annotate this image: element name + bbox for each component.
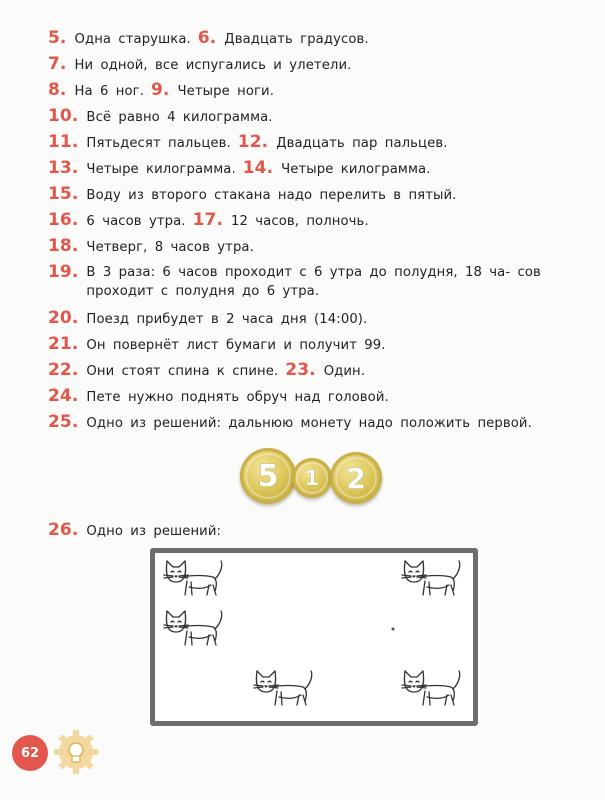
- answer-text: 12 часов, полночь.: [231, 214, 369, 229]
- coin-five: [240, 448, 296, 504]
- coin-value: 5: [245, 453, 291, 499]
- answer-text: Четыре ноги.: [177, 84, 274, 99]
- answer-line-16-17: [48, 210, 593, 236]
- answer-text: Двадцать пар пальцев.: [276, 136, 448, 151]
- answer-text: Пятьдесят пальцев.: [86, 136, 231, 151]
- answer-number: 9.: [150, 80, 170, 100]
- cat-icon: [161, 605, 231, 649]
- answer-line-22-23: [48, 360, 593, 386]
- answer-number: 5.: [48, 28, 67, 48]
- answer-text: Четыре килограмма.: [281, 162, 431, 177]
- answer-number: 26.: [48, 520, 79, 540]
- answers-list: [48, 28, 593, 438]
- answer-number: 15.: [48, 184, 79, 204]
- answer-line-20: [48, 308, 593, 334]
- answer-line-19: [48, 262, 593, 308]
- answer-text: В 3 раза: 6 часов проходит с 6 утра до полудня, 18 ча- сов проходит с полудня до 6 утра.: [86, 265, 541, 299]
- answer-text: Они стоят спина к спине.: [86, 364, 279, 379]
- answer-text: На 6 ног.: [74, 84, 144, 99]
- answer-number: 14.: [242, 158, 274, 178]
- answer-number: 7.: [48, 54, 67, 74]
- answer-number: 19.: [48, 262, 79, 282]
- answer-line-18: [48, 236, 593, 262]
- cat-icon: [399, 555, 469, 599]
- answer-line-8-9: [48, 80, 593, 106]
- answer-line-5-6: [48, 28, 593, 54]
- cat-icon: [251, 665, 321, 709]
- answer-text: Воду из второго стакана надо перелить в пятый.: [86, 188, 457, 203]
- answer-text: 6 часов утра.: [86, 214, 186, 229]
- answer-line-13-14: [48, 158, 593, 184]
- answer-number: 23.: [285, 360, 316, 380]
- answer-number: 21.: [48, 334, 79, 354]
- answer-text: Одно из решений:: [86, 524, 222, 539]
- answer-text: Одна старушка.: [74, 32, 191, 47]
- coin-one: [292, 458, 332, 498]
- coin-value: 1: [296, 462, 328, 494]
- cat-icon: [399, 665, 469, 709]
- answer-line-26: [48, 520, 221, 546]
- answer-number: 16.: [48, 210, 79, 230]
- dot-mark: [389, 625, 397, 633]
- coin-two: [330, 452, 382, 504]
- answer-line-7: [48, 54, 593, 80]
- answer-line-10: [48, 106, 593, 132]
- answer-line-25: [48, 412, 593, 438]
- answer-number: 8.: [48, 80, 67, 100]
- cat-icon: [161, 555, 231, 599]
- answer-number: 11.: [48, 132, 79, 152]
- coin-value: 2: [335, 457, 377, 499]
- answer-text: Поезд прибудет в 2 часа дня (14:00).: [86, 312, 368, 327]
- answer-text: Он повернёт лист бумаги и получит 99.: [86, 338, 386, 353]
- answer-number: 24.: [48, 386, 79, 406]
- answer-number: 10.: [48, 106, 79, 126]
- answer-line-15: [48, 184, 593, 210]
- answer-number: 6.: [197, 28, 217, 48]
- answer-text: Четыре килограмма.: [86, 162, 236, 177]
- answer-number: 13.: [48, 158, 79, 178]
- cats-frame: [150, 548, 478, 726]
- answer-text: Всё равно 4 килограмма.: [86, 110, 273, 125]
- answer-number: 22.: [48, 360, 79, 380]
- answer-number: 20.: [48, 308, 79, 328]
- answer-text: Двадцать градусов.: [224, 32, 369, 47]
- answer-number: 17.: [192, 210, 224, 230]
- answer-text: Одно из решений: дальнюю монету надо положить первой.: [86, 416, 532, 431]
- answer-text: Ни одной, все испугались и улетели.: [74, 58, 352, 73]
- answer-line-11-12: [48, 132, 593, 158]
- answer-line-21: [48, 334, 593, 360]
- answer-number: 12.: [237, 132, 269, 152]
- answer-number: 25.: [48, 412, 79, 432]
- page-number-badge: 62: [12, 735, 48, 771]
- lightbulb-gear-icon: [52, 728, 100, 776]
- answer-text: Четверг, 8 часов утра.: [86, 240, 254, 255]
- coins-illustration: [240, 444, 390, 508]
- answer-number: 18.: [48, 236, 79, 256]
- answer-line-24: [48, 386, 593, 412]
- answer-text: Пете нужно поднять обруч над головой.: [86, 390, 389, 405]
- answer-text: Один.: [323, 364, 366, 379]
